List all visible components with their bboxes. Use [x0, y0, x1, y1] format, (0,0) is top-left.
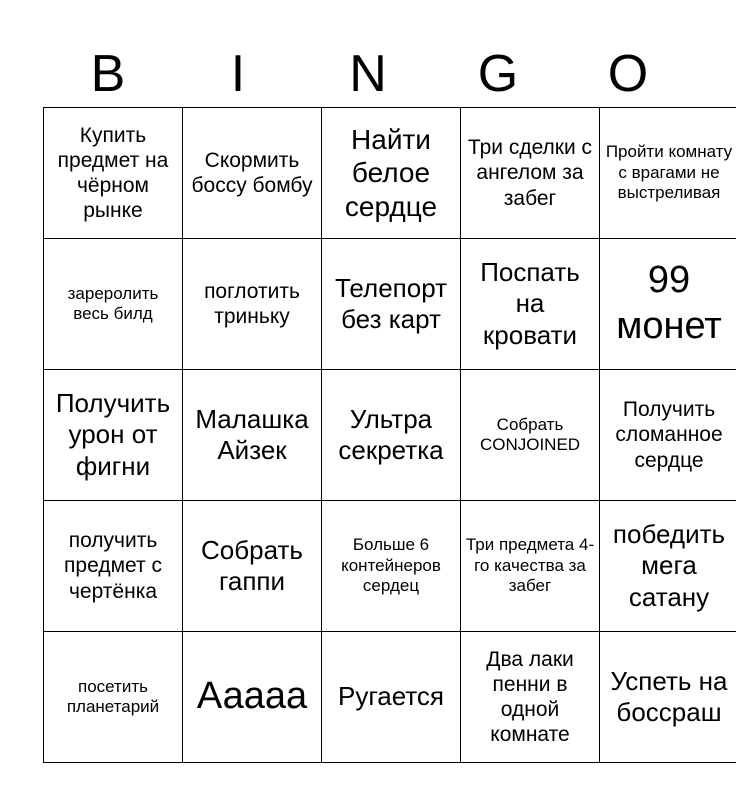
bingo-row: [44, 239, 736, 370]
bingo-grid: [43, 107, 736, 763]
bingo-cell[interactable]: победить мега сатану: [600, 501, 736, 632]
bingo-cell[interactable]: Ультра секретка: [322, 370, 461, 501]
bingo-cell[interactable]: Три предмета 4-го качества за забег: [461, 501, 600, 632]
bingo-cell[interactable]: Скормить боссу бомбу: [183, 108, 322, 239]
bingo-cell[interactable]: Купить предмет на чёрном рынке: [44, 108, 183, 239]
bingo-cell[interactable]: поглотить триньку: [183, 239, 322, 370]
bingo-row: [44, 108, 736, 239]
bingo-row: [44, 370, 736, 501]
bingo-cell[interactable]: Успеть на боссраш: [600, 632, 736, 763]
header-letter-o: O: [607, 45, 649, 103]
bingo-cell[interactable]: Собрать CONJOINED: [461, 370, 600, 501]
bingo-cell[interactable]: Телепорт без карт: [322, 239, 461, 370]
bingo-cell[interactable]: Получить урон от фигни: [44, 370, 183, 501]
bingo-cell[interactable]: Ругается: [322, 632, 461, 763]
bingo-cell[interactable]: Три сделки с ангелом за забег: [461, 108, 600, 239]
header-letter-i: I: [230, 45, 246, 103]
bingo-cell[interactable]: Больше 6 контейнеров сердец: [322, 501, 461, 632]
bingo-row: [44, 632, 736, 763]
bingo-cell[interactable]: получить предмет с чертёнка: [44, 501, 183, 632]
bingo-cell[interactable]: Поспать на кровати: [461, 239, 600, 370]
bingo-cell[interactable]: зареролить весь билд: [44, 239, 183, 370]
header-letter-g: G: [477, 45, 519, 103]
bingo-cell[interactable]: Два лаки пенни в одной комнате: [461, 632, 600, 763]
header-letter-n: N: [349, 45, 387, 103]
bingo-cell[interactable]: Собрать гаппи: [183, 501, 322, 632]
bingo-cell[interactable]: Найти белое сердце: [322, 108, 461, 239]
bingo-header: [43, 40, 693, 108]
header-letter-b: B: [90, 45, 126, 103]
bingo-cell[interactable]: Получить сломанное сердце: [600, 370, 736, 501]
bingo-cell[interactable]: Малашка Айзек: [183, 370, 322, 501]
bingo-cell[interactable]: Ааааа: [183, 632, 322, 763]
bingo-cell[interactable]: 99 монет: [600, 239, 736, 370]
bingo-cell[interactable]: посетить планетарий: [44, 632, 183, 763]
bingo-cell[interactable]: Пройти комнату с врагами не выстреливая: [600, 108, 736, 239]
bingo-row: [44, 501, 736, 632]
